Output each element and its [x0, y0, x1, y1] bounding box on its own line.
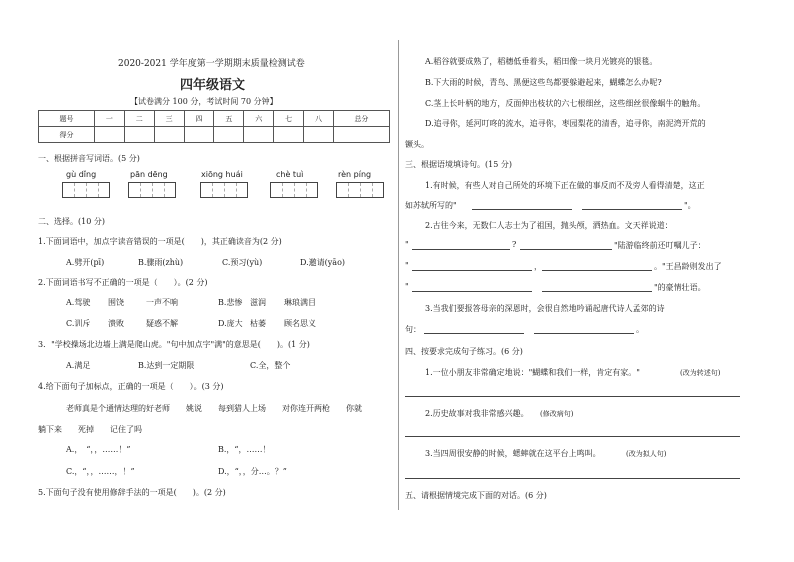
pinyin-label: xiōng huái — [201, 170, 243, 179]
option-b: B.达到一定期限 — [138, 361, 195, 370]
option-text: B.悲惨 — [218, 298, 243, 307]
score-cell: 三 — [154, 111, 184, 127]
option-text: A.驾驶 — [66, 298, 91, 307]
pinyin-label: gù dǐng — [66, 170, 97, 179]
score-table-score-row — [39, 127, 390, 143]
answer-line[interactable] — [412, 291, 532, 292]
question-text: 3.当四周很安静的时候，蟋蟀就在这平台上鸣叫。 — [425, 449, 601, 458]
question-text: 1.一位小朋友非常确定地说："蝴蝶和我们一样，肯定有家。" — [425, 368, 640, 377]
answer-line[interactable] — [542, 270, 652, 271]
score-table — [38, 110, 390, 143]
score-cell: 得分 — [39, 127, 95, 143]
score-cell: 总分 — [333, 111, 389, 127]
option-text: 疑惑不解 — [146, 319, 178, 328]
score-input-cell[interactable] — [95, 127, 125, 143]
section5-title: 五、请根据情境完成下面的对话。(6 分) — [405, 491, 547, 500]
question-text: 5.下面句子没有使用修辞手法的一项是( )。(2 分) — [38, 488, 226, 497]
section4-title: 四、按要求完成句子练习。(6 分) — [405, 347, 523, 356]
option-d-continued: 镢头。 — [405, 140, 429, 149]
section3-title: 三、根据语境填诗句。(15 分) — [405, 160, 512, 169]
option-a: A.稻谷就要成熟了，稻穗低垂着头，稻田像一块月光镀亮的银毯。 — [425, 57, 658, 66]
question-note: (修改病句) — [540, 410, 574, 418]
option-text: 围饶 — [108, 298, 124, 307]
score-cell: 题号 — [39, 111, 95, 127]
question-text: 3.当我们要报答母亲的深恩时，会很自然地吟诵起唐代诗人孟郊的诗 — [425, 304, 665, 313]
answer-line[interactable] — [405, 436, 740, 437]
pinyin-answer-box[interactable] — [270, 182, 318, 198]
question-text: 1.有时候，有些人对自己所处的环境下正在做的事反而不及旁人看得清楚，这正 — [425, 181, 705, 190]
option-text: D.庞大 — [218, 319, 243, 328]
score-input-cell[interactable] — [244, 127, 274, 143]
score-input-cell[interactable] — [304, 127, 334, 143]
option-c: C.，“，，……，！” — [66, 467, 135, 476]
quote-mark: " — [405, 261, 409, 270]
question-text: "陆游临终前还叮嘱儿子： — [614, 241, 706, 250]
option-c: C.全，整个 — [250, 361, 291, 370]
pinyin-answer-box[interactable] — [62, 182, 110, 198]
score-input-cell[interactable] — [154, 127, 184, 143]
question-note: (改为拟人句) — [626, 450, 667, 458]
score-cell: 二 — [124, 111, 154, 127]
option-c: C.茎上长叶柄的地方，反面伸出枝状的六七根细丝，这些细丝很像蜗牛的触角。 — [425, 99, 706, 108]
score-input-cell[interactable] — [333, 127, 389, 143]
option-c: C.预习(yù) — [222, 258, 263, 267]
column-divider — [398, 40, 399, 510]
question-text: 2.下面词语书写不正确的一项是（ ）。(2 分) — [38, 278, 208, 287]
quote-mark: " — [405, 282, 409, 291]
option-b: B.下大雨的时候，青鸟、黑便这些鸟都要躲避起来，蝴蝶怎么办呢? — [425, 78, 662, 87]
option-d: D.追寻你，延河叮咚的流水，追寻你，枣园梨花的清香，追寻你，南泥湾开荒的 — [425, 119, 706, 128]
score-cell: 七 — [274, 111, 304, 127]
score-input-cell[interactable] — [214, 127, 244, 143]
question-text: 。"王昌龄则发出了 — [654, 262, 722, 271]
option-d: D.，“，，分…。？” — [218, 467, 287, 476]
question-note: (改为转述句) — [680, 369, 721, 377]
question-text: "的豪情壮语。 — [654, 283, 706, 292]
punctuation-sentence: 躺下来 死掉 记住了吗 — [38, 425, 142, 434]
pinyin-label: pān dēng — [130, 170, 168, 179]
pinyin-answer-box[interactable] — [200, 182, 248, 198]
punct: ， — [534, 262, 542, 271]
exam-subject-title: 四年级语文 — [180, 78, 246, 93]
pinyin-label: chè tuì — [276, 170, 304, 179]
section1-title: 一、根据拼音写词语。(5 分) — [38, 154, 140, 163]
option-text: 滋润 — [250, 298, 266, 307]
answer-line[interactable] — [424, 333, 524, 334]
score-input-cell[interactable] — [124, 127, 154, 143]
question-text: 句： — [405, 325, 421, 334]
punct: 。 — [636, 325, 644, 334]
option-text: 顾名思义 — [284, 319, 316, 328]
pinyin-label: rèn píng — [338, 170, 372, 179]
question-text: 1.下面词语中，加点字读音错误的一项是( )，其正确读音为(2 分) — [38, 237, 282, 246]
option-a: A.劈开(pī) — [66, 258, 105, 267]
punct: ? — [512, 240, 517, 249]
question-text: "。 — [684, 201, 696, 210]
score-table-header-row — [39, 111, 390, 127]
answer-line[interactable] — [582, 209, 682, 210]
answer-line[interactable] — [405, 478, 740, 479]
score-cell: 四 — [184, 111, 214, 127]
pinyin-answer-box[interactable] — [128, 182, 176, 198]
option-b: B.，“，……！ — [218, 445, 271, 454]
question-text: 4.给下面句子加标点，正确的一项是（ ）。(3 分) — [38, 382, 224, 391]
score-input-cell[interactable] — [274, 127, 304, 143]
pinyin-answer-box[interactable] — [336, 182, 384, 198]
score-cell: 五 — [214, 111, 244, 127]
answer-line[interactable] — [534, 333, 634, 334]
score-cell: 六 — [244, 111, 274, 127]
option-text: 琳琅满目 — [284, 298, 316, 307]
punctuation-sentence: 老师真是个通情达理的好老师 姚说 每到猎人上场 对你连开两枪 你就 — [66, 404, 362, 413]
answer-line[interactable] — [405, 396, 740, 397]
answer-line[interactable] — [542, 291, 652, 292]
question-text: 2.古往今来，无数仁人志士为了祖国，抛头颅，洒热血。文天祥说道： — [425, 221, 673, 230]
quote-mark: " — [405, 240, 409, 249]
section2-title: 二、选择。(10 分) — [38, 217, 105, 226]
question-text: 如苏轼所写的" — [405, 201, 457, 210]
score-input-cell[interactable] — [184, 127, 214, 143]
option-b: B.骤雨(zhù) — [138, 258, 184, 267]
question-text: 2.历史故事对我非常感兴趣。 — [425, 409, 529, 418]
option-a: A.满足 — [66, 361, 91, 370]
option-text: C.训斥 — [66, 319, 91, 328]
score-cell: 一 — [95, 111, 125, 127]
answer-line[interactable] — [412, 270, 532, 271]
option-text: 溃败 — [108, 319, 124, 328]
answer-line[interactable] — [412, 249, 510, 250]
option-d: D.邀请(yāo) — [300, 258, 346, 267]
score-cell: 八 — [304, 111, 334, 127]
exam-note: 【试卷满分 100 分，考试时间 70 分钟】 — [130, 97, 278, 106]
option-a: A.， “，，……！” — [66, 445, 131, 454]
answer-line[interactable] — [520, 249, 612, 250]
answer-line[interactable] — [472, 209, 572, 210]
question-text: 3．"学校操场北边墙上满是爬山虎。"句中加点字"满"的意思是( )。(1 分) — [38, 340, 310, 349]
exam-year-title: 2020-2021 学年度第一学期期末质量检测试卷 — [118, 59, 305, 69]
option-text: 枯萎 — [250, 319, 266, 328]
option-text: 一声不响 — [146, 298, 178, 307]
